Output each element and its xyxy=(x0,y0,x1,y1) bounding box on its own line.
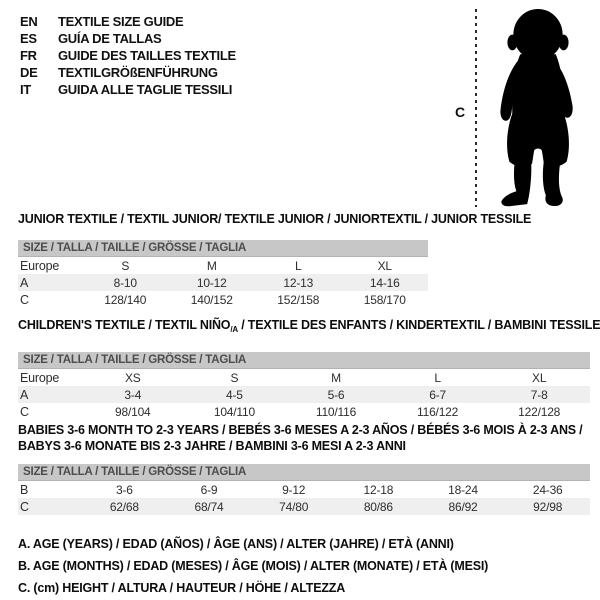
row-label: C xyxy=(20,499,29,514)
table-row-europe xyxy=(18,257,428,274)
babies-section-title xyxy=(18,422,590,454)
children-section xyxy=(18,318,600,420)
lang-row-en xyxy=(20,13,236,30)
table-rows xyxy=(18,481,590,515)
height-value: 74/80 xyxy=(279,499,309,514)
age-value: 12-13 xyxy=(283,275,314,290)
lang-row-de xyxy=(20,64,236,81)
note-b: B. AGE (MONTHS) / EDAD (MESES) / ÂGE (MOIS) / ALTER (MONATE) / ETÀ (MESI) xyxy=(18,559,489,573)
table-row-height xyxy=(18,403,590,420)
age-value: 18-24 xyxy=(448,482,478,497)
size-value: XL xyxy=(377,258,392,273)
age-value: 5-6 xyxy=(327,387,345,402)
height-value: 68/74 xyxy=(194,499,224,514)
table-rows xyxy=(18,257,428,308)
size-value: S xyxy=(121,258,130,273)
lang-label: TEXTILGRÖßENFÜHRUNG xyxy=(58,65,218,80)
table-row-europe xyxy=(18,369,590,386)
row-label: C xyxy=(20,404,29,419)
age-value: 10-12 xyxy=(196,275,227,290)
lang-code: EN xyxy=(20,14,38,29)
height-value: 152/158 xyxy=(277,292,320,307)
age-value: 6-9 xyxy=(200,482,218,497)
table-row-height xyxy=(18,291,428,308)
height-value: 62/68 xyxy=(109,499,139,514)
size-value: L xyxy=(295,258,302,273)
row-label: Europe xyxy=(20,258,60,273)
height-marker-label: C xyxy=(455,104,466,120)
junior-size-table xyxy=(18,240,428,308)
size-value: XL xyxy=(532,370,547,385)
babies-section xyxy=(18,422,590,515)
height-value: 128/140 xyxy=(104,292,147,307)
title-line2: BABYS 3-6 MONATE BIS 2-3 JAHRE / BAMBINI 3-6 MESI A 2-3 ANNI xyxy=(18,439,406,453)
junior-section xyxy=(18,212,531,308)
row-label: B xyxy=(20,482,29,497)
age-value: 7-8 xyxy=(530,387,548,402)
table-row-age-months xyxy=(18,481,590,498)
height-value: 122/128 xyxy=(518,404,561,419)
size-value: L xyxy=(434,370,441,385)
children-section-title xyxy=(18,318,600,337)
age-value: 3-4 xyxy=(124,387,142,402)
height-measure-dashed-line xyxy=(475,9,477,207)
age-value: 24-36 xyxy=(532,482,563,497)
size-value: S xyxy=(230,370,239,385)
size-header-bar: SIZE / TALLA / TAILLE / GRÖSSE / TAGLIA xyxy=(18,240,428,257)
height-value: 92/98 xyxy=(533,499,563,514)
lang-row-es xyxy=(20,30,236,47)
table-row-age xyxy=(18,274,428,291)
size-header-bar: SIZE / TALLA / TAILLE / GRÖSSE / TAGLIA xyxy=(18,352,590,369)
height-value: 140/152 xyxy=(190,292,233,307)
lang-code: FR xyxy=(20,48,37,63)
row-label: A xyxy=(20,275,29,290)
height-value: 80/86 xyxy=(363,499,393,514)
lang-code: IT xyxy=(20,82,31,97)
lang-label: GUIDE DES TAILLES TEXTILE xyxy=(58,48,236,63)
row-label: A xyxy=(20,387,29,402)
note-c: C. (cm) HEIGHT / ALTURA / HAUTEUR / HÖHE / ALTEZZA xyxy=(18,581,346,595)
age-value: 8-10 xyxy=(113,275,137,290)
height-value: 116/122 xyxy=(417,404,459,419)
height-value: 86/92 xyxy=(448,499,478,514)
children-size-table xyxy=(18,352,590,420)
babies-size-table xyxy=(18,464,590,515)
lang-label: GUÍA DE TALLAS xyxy=(58,31,162,46)
lang-code: ES xyxy=(20,31,37,46)
lang-row-it xyxy=(20,81,236,98)
junior-section-title: JUNIOR TEXTILE / TEXTIL JUNIOR/ TEXTILE JUNIOR / JUNIORTEXTIL / JUNIOR TESSILE xyxy=(18,212,532,226)
size-value: M xyxy=(206,258,217,273)
height-value: 104/110 xyxy=(213,404,255,419)
size-value: M xyxy=(331,370,341,385)
age-value: 14-16 xyxy=(369,275,400,290)
row-label: C xyxy=(20,292,29,307)
height-value: 110/116 xyxy=(315,404,357,419)
table-row-age xyxy=(18,386,590,403)
lang-label: TEXTILE SIZE GUIDE xyxy=(58,14,184,29)
age-value: 4-5 xyxy=(226,387,243,402)
age-value: 3-6 xyxy=(115,482,133,497)
age-value: 12-18 xyxy=(363,482,394,497)
title-part: CHILDREN'S TEXTILE / TEXTIL NIÑO xyxy=(18,318,231,332)
table-rows xyxy=(18,369,590,420)
note-a: A. AGE (YEARS) / EDAD (AÑOS) / ÂGE (ANS) / ALTER (JAHRE) / ETÀ (ANNI) xyxy=(18,537,454,551)
table-row-height xyxy=(18,498,590,515)
lang-code: DE xyxy=(20,65,38,80)
language-legend xyxy=(20,13,236,98)
lang-row-fr xyxy=(20,47,236,64)
height-value: 158/170 xyxy=(363,292,406,307)
size-header-bar: SIZE / TALLA / TAILLE / GRÖSSE / TAGLIA xyxy=(18,464,590,481)
row-label: Europe xyxy=(20,370,60,385)
height-value: 98/104 xyxy=(115,404,151,419)
baby-silhouette-image xyxy=(478,7,598,209)
lang-label: GUIDA ALLE TAGLIE TESSILI xyxy=(58,82,233,97)
age-value: 9-12 xyxy=(282,482,306,497)
legend-notes xyxy=(18,533,488,599)
size-value: XS xyxy=(124,370,141,385)
title-subscript: /A xyxy=(230,325,238,334)
title-part: / TEXTILE DES ENFANTS / KINDERTEXTIL / BAMBINI TESSILE xyxy=(237,318,600,332)
title-line1: BABIES 3-6 MONTH TO 2-3 YEARS / BEBÉS 3-6 MESES A 2-3 AÑOS / BÉBÉS 3-6 MOIS À 2-3 ANS / xyxy=(18,423,583,437)
age-value: 6-7 xyxy=(429,387,446,402)
